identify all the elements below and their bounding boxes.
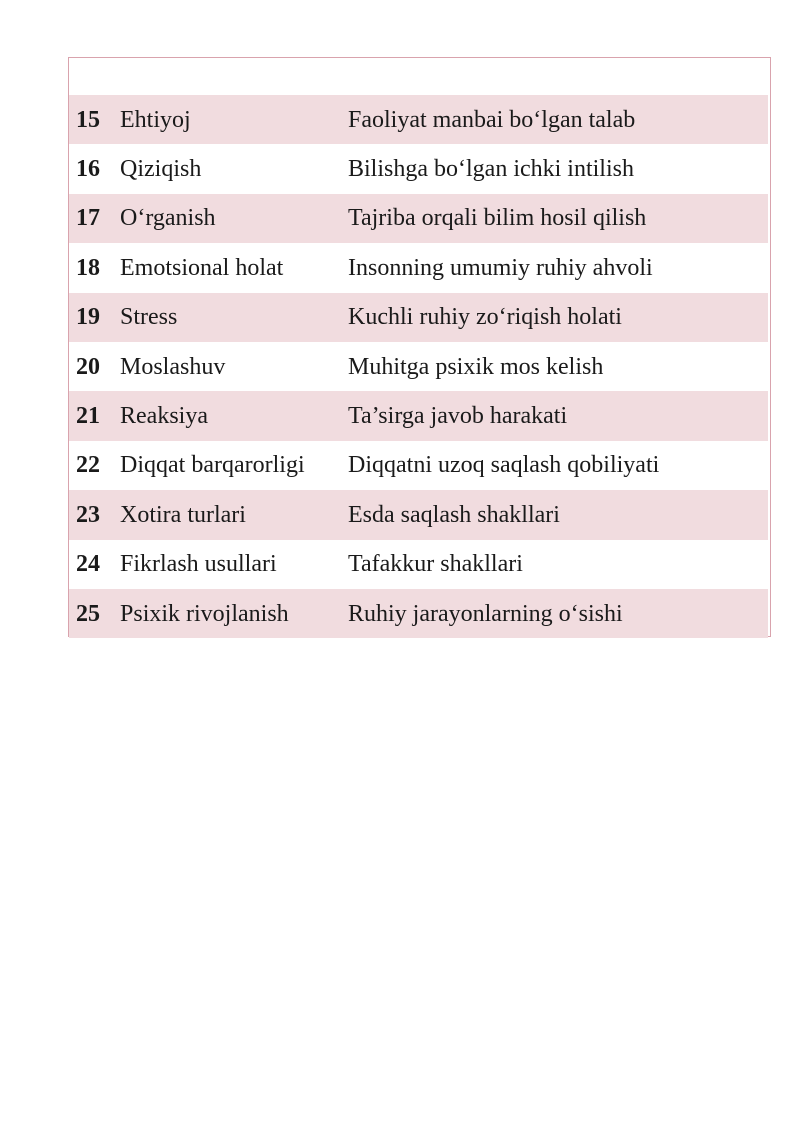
terms-table [68, 57, 771, 637]
row-number: 20 [76, 353, 100, 380]
table-row [69, 144, 770, 193]
row-definition: Faoliyat manbai bo‘lgan talab [348, 106, 636, 133]
row-term: Psixik rivojlanish [120, 600, 289, 627]
row-definition: Diqqatni uzoq saqlash qobiliyati [348, 452, 660, 479]
table-row [69, 589, 768, 638]
row-number: 17 [76, 205, 100, 232]
row-term: Moslashuv [120, 353, 226, 380]
row-term: Emotsional holat [120, 254, 284, 281]
table-row [69, 490, 768, 539]
row-number: 25 [76, 600, 100, 627]
row-term: Fikrlash usullari [120, 551, 277, 578]
row-number: 23 [76, 501, 100, 528]
row-definition: Muhitga psixik mos kelish [348, 353, 604, 380]
row-definition: Ruhiy jarayonlarning o‘sishi [348, 600, 623, 627]
table-row [69, 342, 770, 391]
row-definition: Ta’sirga javob harakati [348, 403, 568, 430]
row-number: 19 [76, 304, 100, 331]
row-number: 22 [76, 452, 100, 479]
row-term: Diqqat barqarorligi [120, 452, 305, 479]
row-term: Reaksiya [120, 403, 208, 430]
table-row [69, 194, 768, 243]
row-definition: Tafakkur shakllari [348, 551, 523, 578]
table-row [69, 540, 770, 589]
row-definition: Insonning umumiy ruhiy ahvoli [348, 254, 653, 281]
table-row [69, 243, 770, 292]
row-term: Stress [120, 304, 178, 331]
table-row [69, 293, 768, 342]
table-row [69, 441, 770, 490]
row-definition: Bilishga bo‘lgan ichki intilish [348, 156, 634, 183]
table-header-blank [69, 58, 770, 95]
row-term: Qiziqish [120, 156, 202, 183]
table-body [69, 95, 770, 638]
row-number: 16 [76, 156, 100, 183]
row-definition: Kuchli ruhiy zo‘riqish holati [348, 304, 622, 331]
row-definition: Tajriba orqali bilim hosil qilish [348, 205, 647, 232]
row-term: O‘rganish [120, 205, 216, 232]
row-number: 24 [76, 551, 100, 578]
row-number: 15 [76, 106, 100, 133]
row-number: 18 [76, 254, 100, 281]
row-definition: Esda saqlash shakllari [348, 501, 560, 528]
row-term: Ehtiyoj [120, 106, 191, 133]
table-row [69, 391, 768, 440]
row-number: 21 [76, 403, 100, 430]
row-term: Xotira turlari [120, 501, 246, 528]
table-row [69, 95, 768, 144]
